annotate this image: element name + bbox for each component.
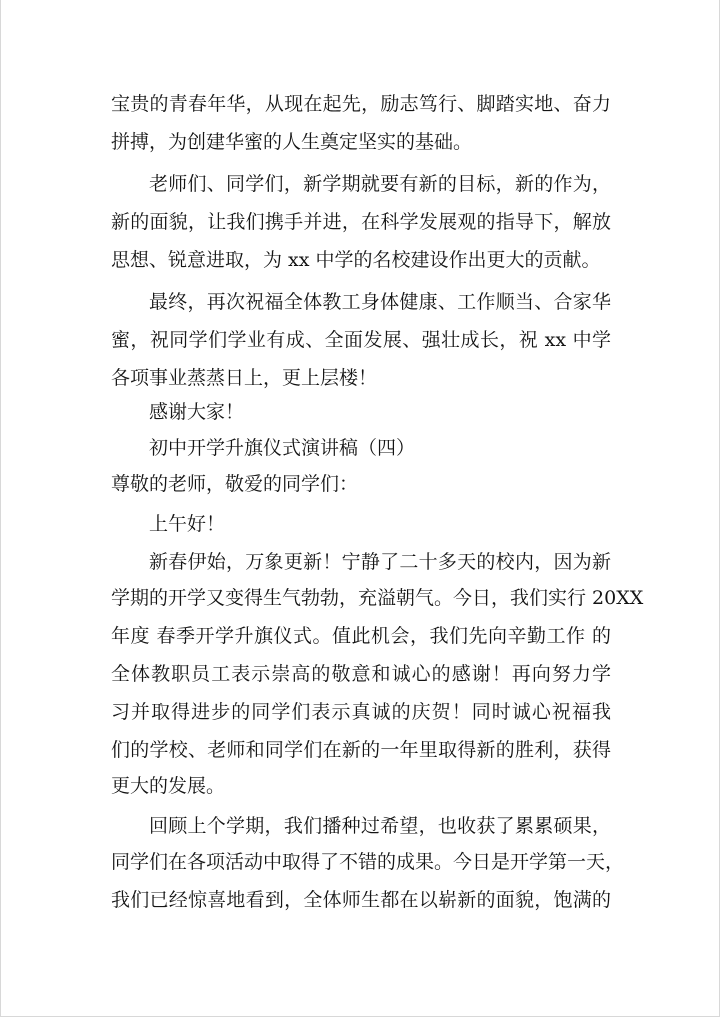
text-line: 各项事业蒸蒸日上，更上层楼！ <box>111 367 378 389</box>
text-line: 同学们在各项活动中取得了不错的成果。今日是开学第一天， <box>111 851 625 873</box>
text-line: 回顾上个学期，我们播种过希望，也收获了累累硕果， <box>149 815 611 837</box>
text-line: 习并取得进步的同学们表示真诚的庆贺！同时诚心祝福我 <box>111 701 611 723</box>
text-line: 更大的发展。 <box>111 775 226 797</box>
text-line: 拼搏，为创建华蜜的人生奠定坚实的基础。 <box>111 131 473 153</box>
text-line: 全体教职员工表示崇高的敬意和诚心的感谢！再向努力学 <box>111 663 611 685</box>
salutation: 尊敬的老师，敬爱的同学们： <box>111 473 359 495</box>
text-line: 宝贵的青春年华，从现在起先，励志笃行、脚踏实地、奋力 <box>111 93 611 115</box>
text-line: 新春伊始，万象更新！宁静了二十多天的校内，因为新 <box>149 551 611 573</box>
text-line: 新的面貌，让我们携手并进，在科学发展观的指导下，解放 <box>111 211 611 233</box>
text-line: 老师们、同学们，新学期就要有新的目标，新的作为， <box>149 173 611 195</box>
text-line: 感谢大家！ <box>149 401 245 423</box>
text-line: 们的学校、老师和同学们在新的一年里取得新的胜利，获得 <box>111 739 611 761</box>
text-line: 蜜，祝同学们学业有成、全面发展、强壮成长，祝 xx 中学 <box>111 329 611 351</box>
greeting: 上午好！ <box>149 513 226 535</box>
text-line: 学期的开学又变得生气勃勃，充溢朝气。今日，我们实行 20XX <box>111 587 644 609</box>
text-line: 年度 春季开学升旗仪式。值此机会，我们先向辛勤工作 的 <box>111 625 611 647</box>
text-line: 最终，再次祝福全体教工身体健康、工作顺当、合家华 <box>149 291 611 313</box>
heading: 初中开学升旗仪式演讲稿（四） <box>149 437 416 459</box>
text-line: 思想、锐意进取，为 xx 中学的名校建设作出更大的贡献。 <box>111 249 601 271</box>
text-line: 我们已经惊喜地看到，全体师生都在以崭新的面貌，饱满的 <box>111 889 611 911</box>
